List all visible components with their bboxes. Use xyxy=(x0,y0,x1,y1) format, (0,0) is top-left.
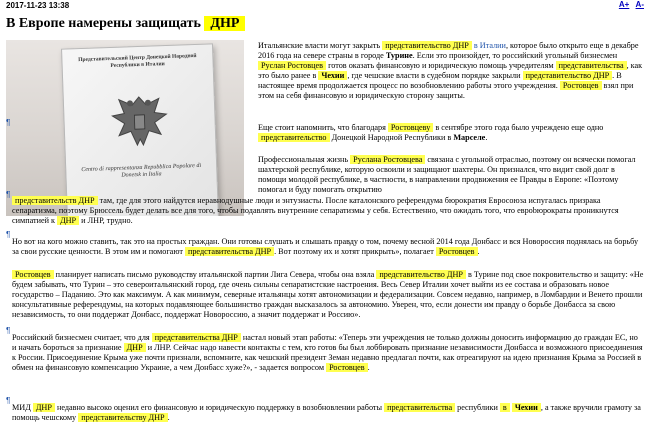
paragraph-1: Итальянские власти могут закрыть представительство ДНР в Италии, которое было открыто еще в декабре 2016 года на севере страны в городе Турине. Если это произойдет, то российский угольный бизнесмен Руслан Ростовцев готов оказать финансовую и юридическую помощь учредителям представительства , как это было ранее в Чехии , где чешские власти в судебном порядке закрыли представительство ДНР . В настоящее время продолжается процесс по возобновлению работы этого учреждения. Ростовцев взял при этом на себя финансовую и юридическую сторону защиты. xyxy=(258,41,643,100)
paragraph-marker-3: ¶ xyxy=(6,230,11,239)
plaque-title-ru: Представительский Центр Донецкой Народной Республики в Италии xyxy=(78,52,197,69)
paragraph-4: Но вот на кого можно ставить, так это на простых граждан. Они готовы слушать и слышать правду о том, почему весной 2014 года Донбасс и вся Новороссия поднялась на борьбу за свои русские ценности. В этом им и помогают представительства ДНР . Вот поэтому их и хотят прикрыть», полагает Ростовцев . xyxy=(12,237,639,256)
paragraph-3a: Профессиональная жизнь Руслана Ростовцева связана с угольной отраслью, поэтому он всячески помогал шахтерской республике, которую освоили и защищают шахтеры. Он признался, что видит свой долг в помощи молодой республике, в частности, в направлении продвижения ее Правды в Европе: «Поэтому помогал и буду помогать открытию xyxy=(258,155,636,194)
paragraph-marker-2: ¶ xyxy=(6,190,11,199)
top-bar xyxy=(0,0,650,14)
paragraph-3b: представительств ДНР там, где для этого найдутся неравнодушные люди и энтузиасты. После каталонского референдума бюрократия Евросоюза испугалась призрака сепаратизма, поэтому Брюссель будет делать все для того, чтобы подавлять внутренние сепаратизмы у себя. Естественно, что ожидать того, что еврobюрократы проникнутся симпатией к ДНР и ЛНР, трудно. xyxy=(12,196,619,225)
title-highlight: ДНР xyxy=(204,16,245,31)
paragraph-7: МИД ДНР недавно высоко оценил его финансовую и юридическую поддержку в возобновлении работы представительства республики в Чехии , а также вручили грамоту за помощь чешскому представительству ДНР . xyxy=(12,403,641,422)
paragraph-marker-5: ¶ xyxy=(6,396,11,405)
font-size-controls xyxy=(615,0,644,9)
paragraph-5: Ростовцев планирует написать письмо руководству итальянской партии Лига Севера, чтобы она взяла представительство ДНР в Турине под свое покровительство и защиту: «Не будем забывать, что Турин – это североитальянский город, где очень сильны сепаратистские настроения. Весь Север Италии хочет выйти из ее состава и образовать новое государство – Паданию. Это как максимум. А как минимум, северные итальянцы хотят автономизации и федерализации. Совсем недавно, например, в Ломбардии и Венето прошли консультативные референдумы, на которых подавляющее большинство граждан высказалось за автономию. Уверен, что, если донести им правду о борьбе Донбасса за свою независимость, то они поддержат Донбасс, поддержат Новороссию, а значит поддержат и Россию». xyxy=(12,270,644,319)
link-v[interactable]: в xyxy=(473,41,478,50)
link-italy[interactable]: Италии xyxy=(479,41,506,50)
publish-date: 2017-11-23 13:38 xyxy=(6,1,70,10)
dnr-plaque xyxy=(61,43,219,216)
paragraph-2: Еще стоит напомнить, что благодаря Ростовцеву в сентябре этого года было учреждено еще одно представительство Донецкой Народной Республики в Марселе. xyxy=(258,123,604,142)
plaque-title-it: Centro di rappresentanza Repubblica Popolare di Donetsk in Italia xyxy=(81,162,202,179)
font-increase-button[interactable]: A+ xyxy=(618,0,630,9)
font-decrease-button[interactable]: A- xyxy=(635,0,644,9)
article-photo xyxy=(6,40,244,216)
paragraph-6: Российский бизнесмен считает, что для представительства ДНР настал новый этап работы: «Теперь эти учреждения не только должны доносить информацию до граждан ЕС, но и начать бороться за признание ДНР и ЛНР. Сейчас надо навести контакты с тем, кто готов бы был лоббировать признание независимости Донбасса и возможного присоединения к России. Присоединение Крыма уже почти признали, вспомните, как чешский президент Земан недавно предлагал почти, как отреагируют на идею признания Крыма за Россией в обмен на финансовую компенсацию Украине, а чем Донбасс хуже?», - задается вопросом Ростовцев . xyxy=(12,333,643,372)
paragraph-marker-4: ¶ xyxy=(6,326,11,335)
article-title: В Европе намерены защищать ДНР xyxy=(6,16,245,32)
double-headed-eagle-icon xyxy=(103,86,175,158)
paragraph-marker-1: ¶ xyxy=(6,118,11,127)
